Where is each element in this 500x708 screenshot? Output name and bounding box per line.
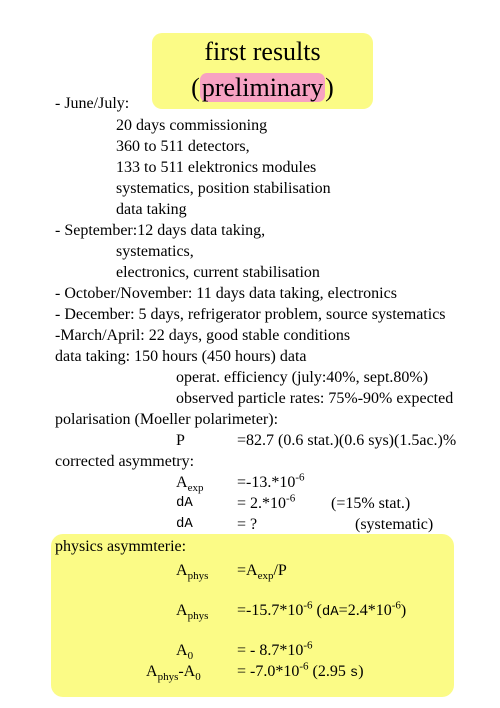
diff-sub2: 0 xyxy=(195,671,201,684)
aexp-value xyxy=(237,473,305,492)
aphys-symbol-2 xyxy=(176,601,209,623)
diff-eq: = -7.0*10 xyxy=(237,663,300,680)
diff-close: ) xyxy=(358,663,364,680)
june-heading: - June/July: xyxy=(55,95,130,112)
aexp-exp: -6 xyxy=(295,471,305,484)
june-line-1: 20 days commissioning xyxy=(116,117,268,134)
june-line-4: systematics, position stabilisation xyxy=(116,180,331,197)
title-open-paren: ( xyxy=(191,73,200,102)
da-stat-symbol: dA xyxy=(176,495,193,511)
title-box xyxy=(152,33,373,109)
aphys1-tail: /P xyxy=(273,562,287,579)
aphys-symbol-1 xyxy=(176,561,209,583)
a0-sub: 0 xyxy=(187,650,194,663)
da-stat-exp: -6 xyxy=(286,492,296,505)
aphys2-open: ( xyxy=(312,602,322,619)
aphys2-eq: =-15.7*10 xyxy=(237,602,304,619)
da-sys-note: (systematic) xyxy=(355,516,434,533)
march-line: -March/April: 22 days, good stable conditions xyxy=(55,327,351,344)
polarisation-line: polarisation (Moeller polarimeter): xyxy=(55,411,279,428)
aphys1-eq: =A xyxy=(237,562,258,579)
june-line-2: 360 to 511 detectors, xyxy=(116,138,250,155)
aphys-minus-a0-value xyxy=(237,662,364,683)
aexp-a: A xyxy=(176,474,188,491)
corrected-line: corrected asymmetry: xyxy=(55,453,195,470)
sept-line-1: systematics, xyxy=(116,243,194,260)
aphys2-eq2: =2.4*10 xyxy=(338,602,392,619)
aphys1-sub2: exp xyxy=(257,570,274,583)
diff-paren: (2.95 xyxy=(308,663,350,680)
diff-a1: A xyxy=(146,663,158,680)
aphys-minus-a0-symbol xyxy=(146,662,201,684)
observed-line: observed particle rates: 75%-90% expected xyxy=(176,390,454,407)
aphys-value xyxy=(237,601,406,622)
preliminary-highlight: preliminary xyxy=(201,73,324,102)
da-stat-eq: = 2.*10 xyxy=(237,495,287,512)
aphys2-da: dA xyxy=(321,604,339,620)
aphys2-a: A xyxy=(176,602,188,619)
aexp-eq: =-13.*10 xyxy=(237,474,296,491)
aphys2-exp2: -6 xyxy=(391,599,401,612)
physics-heading: physics asymmterie: xyxy=(55,538,187,555)
sept-heading: - September:12 days data taking, xyxy=(55,222,266,239)
p-label: P xyxy=(176,432,185,449)
p-value: =82.7 (0.6 stat.)(0.6 sys)(1.5ac.)% xyxy=(237,432,457,449)
title-close-paren: ) xyxy=(325,73,334,102)
da-stat-note: (=15% stat.) xyxy=(331,495,411,512)
aphys1-a: A xyxy=(176,562,188,579)
diff-sub1: phys xyxy=(157,671,179,684)
da-sys-value: = ? xyxy=(237,516,258,533)
diff-dash: -A xyxy=(178,663,196,680)
june-line-3: 133 to 511 elektronics modules xyxy=(116,159,317,176)
aexp-sub: exp xyxy=(187,482,204,495)
dec-line: - December: 5 days, refrigerator problem, source systematics xyxy=(55,306,446,323)
aphys2-exp: -6 xyxy=(303,599,313,612)
a0-symbol xyxy=(176,641,194,663)
operat-line: operat. efficiency (july:40%, sept.80%) xyxy=(176,369,429,386)
aphys2-close: ) xyxy=(400,602,407,619)
aphys1-sub: phys xyxy=(187,570,209,583)
data-taking-line: data taking: 150 hours (450 hours) data xyxy=(55,348,307,365)
title-line2 xyxy=(152,73,373,103)
oct-line: - October/November: 11 days data taking, electronics xyxy=(55,285,397,302)
title-line1: first results xyxy=(204,37,321,66)
aexp-symbol xyxy=(176,473,204,495)
a0-exp: -6 xyxy=(303,639,313,652)
sept-line-2: electronics, current stabilisation xyxy=(116,264,320,281)
da-sys-symbol: dA xyxy=(176,516,193,532)
aphys2-sub: phys xyxy=(187,610,209,623)
june-line-5: data taking xyxy=(116,201,187,218)
a0-a: A xyxy=(176,642,188,659)
da-stat-value xyxy=(237,494,295,513)
a0-eq: = - 8.7*10 xyxy=(237,642,304,659)
diff-exp: -6 xyxy=(299,660,309,673)
diff-sigma: s xyxy=(349,665,359,681)
a0-value xyxy=(237,641,313,660)
aphys-formula xyxy=(237,561,287,583)
